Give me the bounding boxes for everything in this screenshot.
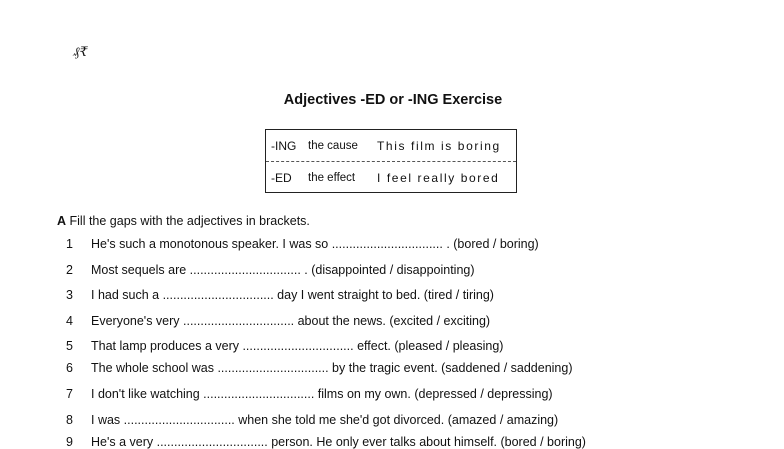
item-text: I was ................................ when she told me she'd got divorced. (amazed / amazing) <box>91 413 559 427</box>
rule-row-ed <box>266 161 516 193</box>
rule-suffix: -ED <box>271 170 292 185</box>
rule-meaning: the effect <box>308 171 356 184</box>
item-number: 1 <box>66 237 73 251</box>
rule-meaning: the cause <box>308 139 358 152</box>
item-number: 5 <box>66 339 73 353</box>
list-item <box>66 314 490 328</box>
list-item <box>66 361 573 375</box>
item-text: I had such a ................................ day I went straight to bed. (tired / tiring) <box>91 288 494 302</box>
section-letter: A <box>57 214 67 228</box>
item-text: Everyone's very ................................ about the news. (excited / exciting) <box>91 314 491 328</box>
list-item <box>66 263 475 277</box>
item-number: 7 <box>66 387 73 401</box>
list-item <box>66 413 558 427</box>
rule-example: I feel really bored <box>377 170 500 185</box>
rule-suffix: -ING <box>271 138 297 153</box>
list-item <box>66 339 503 353</box>
list-item <box>66 435 586 449</box>
item-number: 9 <box>66 435 73 449</box>
rule-table <box>265 129 517 193</box>
instruction-text: Fill the gaps with the adjectives in brackets. <box>66 214 310 228</box>
item-text: The whole school was ................................ by the tragic event. (saddened / saddening) <box>91 361 573 375</box>
item-number: 3 <box>66 288 73 302</box>
rule-example: This film is boring <box>377 138 501 153</box>
item-number: 8 <box>66 413 73 427</box>
item-text: That lamp produces a very ................................ effect. (pleased / pleasing) <box>91 339 504 353</box>
item-text: He's such a monotonous speaker. I was so ................................ . (bored / boring) <box>91 237 539 251</box>
item-text: Most sequels are ................................ . (disappointed / disappointing) <box>91 263 475 277</box>
item-text: He's a very ................................ person. He only ever talks about himself. (bored / boring) <box>91 435 586 449</box>
page-title-text: Adjectives -ED or -ING Exercise <box>283 92 503 108</box>
page-title <box>0 92 784 108</box>
rule-row-ing <box>266 130 516 161</box>
item-number: 4 <box>66 314 73 328</box>
exercise-instruction <box>57 214 310 228</box>
corner-mark: ₰₹ <box>73 45 88 60</box>
list-item <box>66 237 539 251</box>
item-number: 6 <box>66 361 73 375</box>
item-number: 2 <box>66 263 73 277</box>
list-item <box>66 387 553 401</box>
item-text: I don't like watching ................................ films on my own. (depressed / depressing) <box>91 387 553 401</box>
list-item <box>66 288 494 302</box>
